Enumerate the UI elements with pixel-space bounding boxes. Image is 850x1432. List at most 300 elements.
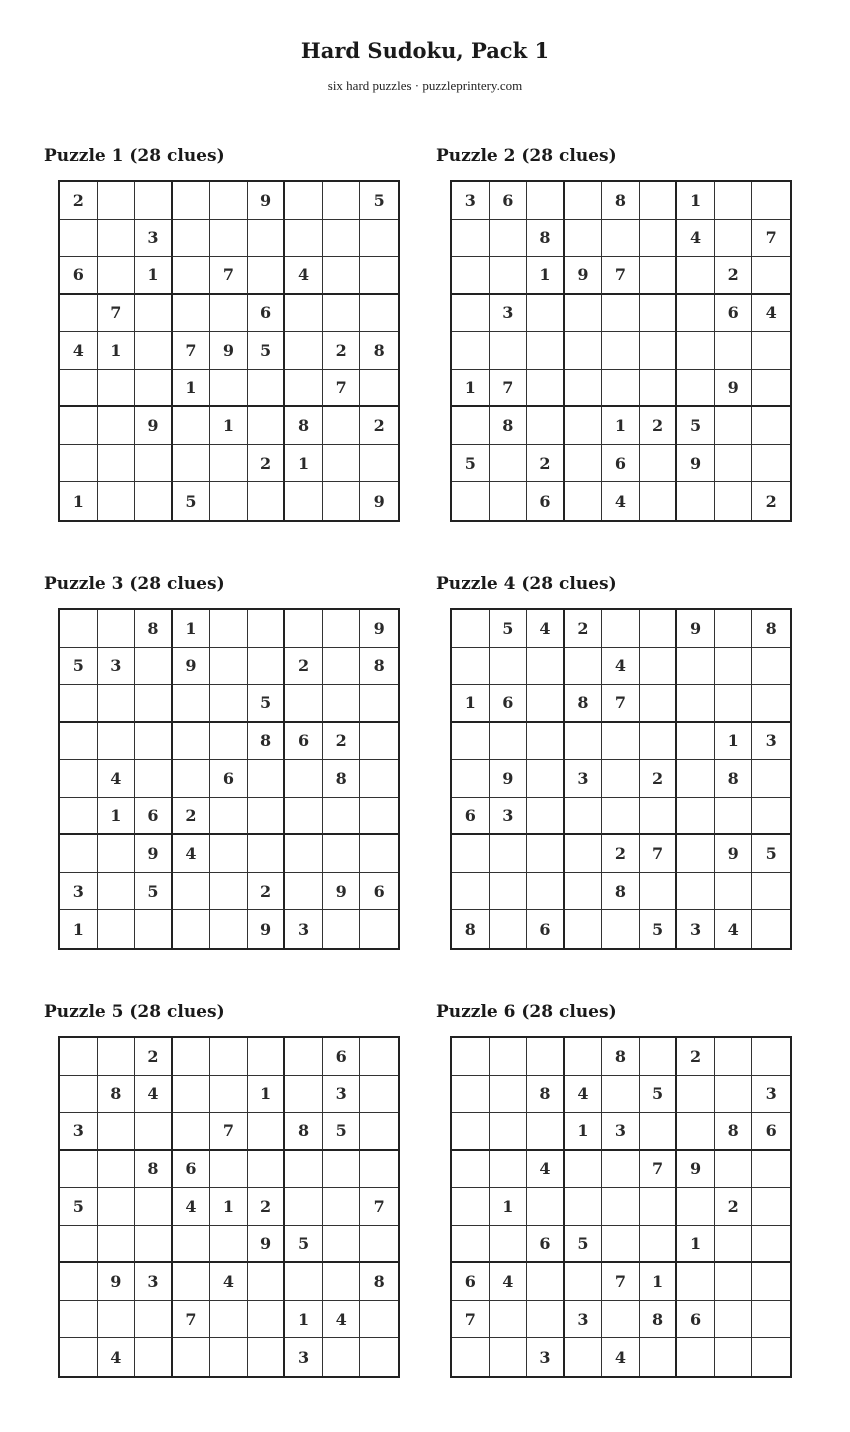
sudoku-cell bbox=[98, 407, 136, 445]
sudoku-cell: 5 bbox=[135, 873, 173, 911]
sudoku-cell bbox=[210, 873, 248, 911]
sudoku-cell: 5 bbox=[752, 835, 790, 873]
puzzle-3 bbox=[44, 572, 404, 952]
sudoku-cell bbox=[98, 835, 136, 873]
sudoku-cell: 6 bbox=[490, 685, 528, 723]
sudoku-cell bbox=[248, 220, 286, 258]
sudoku-cell bbox=[565, 1151, 603, 1189]
sudoku-cell bbox=[323, 257, 361, 295]
sudoku-grid bbox=[450, 608, 792, 950]
sudoku-cell: 9 bbox=[135, 407, 173, 445]
sudoku-cell bbox=[715, 1301, 753, 1339]
sudoku-cell bbox=[752, 760, 790, 798]
sudoku-cell: 1 bbox=[677, 182, 715, 220]
sudoku-cell bbox=[640, 1113, 678, 1151]
sudoku-cell: 2 bbox=[248, 445, 286, 483]
sudoku-cell: 3 bbox=[490, 295, 528, 333]
sudoku-cell bbox=[452, 610, 490, 648]
sudoku-cell bbox=[715, 1038, 753, 1076]
sudoku-cell bbox=[135, 332, 173, 370]
sudoku-cell: 3 bbox=[677, 910, 715, 948]
sudoku-cell bbox=[60, 723, 98, 761]
sudoku-cell: 3 bbox=[565, 1301, 603, 1339]
sudoku-cell: 8 bbox=[360, 332, 398, 370]
puzzle-title: Puzzle 5 (28 clues) bbox=[44, 1002, 225, 1022]
sudoku-cell: 4 bbox=[98, 760, 136, 798]
sudoku-cell: 5 bbox=[490, 610, 528, 648]
sudoku-cell bbox=[60, 1301, 98, 1339]
puzzle-title: Puzzle 6 (28 clues) bbox=[436, 1002, 617, 1022]
sudoku-cell: 7 bbox=[173, 332, 211, 370]
sudoku-cell: 7 bbox=[323, 370, 361, 408]
sudoku-cell bbox=[360, 257, 398, 295]
sudoku-cell bbox=[323, 1188, 361, 1226]
sudoku-cell bbox=[715, 332, 753, 370]
sudoku-cell bbox=[98, 723, 136, 761]
sudoku-cell: 3 bbox=[285, 910, 323, 948]
sudoku-cell bbox=[60, 220, 98, 258]
sudoku-cell bbox=[752, 685, 790, 723]
sudoku-cell bbox=[135, 760, 173, 798]
sudoku-cell bbox=[602, 723, 640, 761]
sudoku-cell bbox=[135, 1226, 173, 1264]
sudoku-cell bbox=[715, 1226, 753, 1264]
sudoku-cell bbox=[602, 760, 640, 798]
sudoku-cell bbox=[135, 1188, 173, 1226]
sudoku-cell: 4 bbox=[752, 295, 790, 333]
sudoku-cell: 8 bbox=[602, 1038, 640, 1076]
sudoku-cell bbox=[677, 873, 715, 911]
sudoku-cell bbox=[285, 220, 323, 258]
puzzle-6 bbox=[436, 1000, 796, 1380]
sudoku-cell: 4 bbox=[173, 1188, 211, 1226]
sudoku-cell bbox=[752, 1188, 790, 1226]
sudoku-cell bbox=[323, 798, 361, 836]
sudoku-cell bbox=[715, 445, 753, 483]
sudoku-cell bbox=[677, 1188, 715, 1226]
sudoku-cell bbox=[323, 1338, 361, 1376]
sudoku-cell bbox=[285, 835, 323, 873]
sudoku-cell bbox=[60, 835, 98, 873]
sudoku-cell: 6 bbox=[173, 1151, 211, 1189]
sudoku-cell: 9 bbox=[677, 1151, 715, 1189]
sudoku-cell bbox=[98, 1038, 136, 1076]
sudoku-cell: 4 bbox=[285, 257, 323, 295]
sudoku-cell: 4 bbox=[602, 1338, 640, 1376]
sudoku-cell bbox=[527, 835, 565, 873]
sudoku-cell bbox=[452, 332, 490, 370]
sudoku-cell bbox=[490, 1226, 528, 1264]
sudoku-cell bbox=[490, 482, 528, 520]
sudoku-cell: 5 bbox=[323, 1113, 361, 1151]
sudoku-grid bbox=[450, 180, 792, 522]
sudoku-cell bbox=[752, 257, 790, 295]
sudoku-cell: 4 bbox=[602, 648, 640, 686]
puzzle-title: Puzzle 3 (28 clues) bbox=[44, 574, 225, 594]
sudoku-cell bbox=[602, 1301, 640, 1339]
sudoku-cell bbox=[323, 685, 361, 723]
sudoku-cell bbox=[173, 407, 211, 445]
sudoku-cell: 8 bbox=[565, 685, 603, 723]
sudoku-cell bbox=[360, 220, 398, 258]
sudoku-cell bbox=[135, 1113, 173, 1151]
sudoku-cell bbox=[565, 220, 603, 258]
sudoku-cell bbox=[248, 407, 286, 445]
sudoku-cell bbox=[60, 685, 98, 723]
sudoku-cell: 3 bbox=[60, 873, 98, 911]
sudoku-cell bbox=[715, 220, 753, 258]
sudoku-cell: 9 bbox=[715, 835, 753, 873]
sudoku-cell bbox=[60, 370, 98, 408]
sudoku-cell bbox=[248, 1263, 286, 1301]
sudoku-cell bbox=[677, 1076, 715, 1114]
sudoku-cell bbox=[640, 798, 678, 836]
sudoku-cell bbox=[135, 182, 173, 220]
sudoku-cell bbox=[752, 182, 790, 220]
sudoku-cell: 1 bbox=[60, 482, 98, 520]
sudoku-cell: 7 bbox=[360, 1188, 398, 1226]
sudoku-cell bbox=[640, 295, 678, 333]
sudoku-cell: 6 bbox=[323, 1038, 361, 1076]
sudoku-cell: 1 bbox=[490, 1188, 528, 1226]
sudoku-cell bbox=[98, 445, 136, 483]
sudoku-cell: 7 bbox=[98, 295, 136, 333]
sudoku-cell: 1 bbox=[452, 685, 490, 723]
sudoku-cell: 5 bbox=[248, 332, 286, 370]
sudoku-cell: 7 bbox=[602, 685, 640, 723]
sudoku-grid bbox=[450, 1036, 792, 1378]
sudoku-cell: 2 bbox=[715, 257, 753, 295]
sudoku-cell bbox=[210, 685, 248, 723]
sudoku-cell: 8 bbox=[640, 1301, 678, 1339]
sudoku-cell bbox=[285, 1263, 323, 1301]
sudoku-cell: 6 bbox=[677, 1301, 715, 1339]
sudoku-cell bbox=[323, 220, 361, 258]
sudoku-cell bbox=[715, 1338, 753, 1376]
sudoku-cell: 1 bbox=[173, 610, 211, 648]
sudoku-cell: 1 bbox=[452, 370, 490, 408]
sudoku-cell bbox=[452, 257, 490, 295]
sudoku-cell bbox=[135, 445, 173, 483]
sudoku-cell bbox=[527, 407, 565, 445]
sudoku-cell bbox=[565, 1263, 603, 1301]
sudoku-cell bbox=[98, 1226, 136, 1264]
sudoku-cell bbox=[640, 332, 678, 370]
sudoku-cell bbox=[452, 723, 490, 761]
sudoku-cell: 7 bbox=[602, 257, 640, 295]
sudoku-cell: 8 bbox=[135, 610, 173, 648]
sudoku-cell bbox=[490, 723, 528, 761]
sudoku-cell bbox=[452, 1188, 490, 1226]
sudoku-cell: 2 bbox=[135, 1038, 173, 1076]
sudoku-cell bbox=[452, 1226, 490, 1264]
sudoku-cell bbox=[210, 648, 248, 686]
sudoku-cell bbox=[60, 798, 98, 836]
sudoku-cell bbox=[752, 1301, 790, 1339]
sudoku-cell: 3 bbox=[752, 723, 790, 761]
sudoku-cell bbox=[248, 482, 286, 520]
sudoku-cell bbox=[173, 1338, 211, 1376]
sudoku-cell bbox=[640, 182, 678, 220]
sudoku-cell bbox=[565, 332, 603, 370]
sudoku-cell bbox=[565, 1038, 603, 1076]
sudoku-cell bbox=[98, 873, 136, 911]
sudoku-cell: 1 bbox=[602, 407, 640, 445]
sudoku-cell bbox=[210, 370, 248, 408]
sudoku-cell bbox=[602, 910, 640, 948]
sudoku-cell: 8 bbox=[602, 182, 640, 220]
sudoku-cell bbox=[752, 910, 790, 948]
sudoku-cell: 1 bbox=[640, 1263, 678, 1301]
sudoku-cell: 6 bbox=[135, 798, 173, 836]
sudoku-cell bbox=[752, 798, 790, 836]
sudoku-cell bbox=[602, 1151, 640, 1189]
sudoku-cell bbox=[527, 685, 565, 723]
sudoku-cell: 4 bbox=[565, 1076, 603, 1114]
sudoku-cell bbox=[452, 1151, 490, 1189]
sudoku-cell bbox=[452, 873, 490, 911]
sudoku-cell bbox=[527, 723, 565, 761]
sudoku-cell: 2 bbox=[323, 332, 361, 370]
sudoku-cell bbox=[98, 182, 136, 220]
sudoku-cell: 1 bbox=[60, 910, 98, 948]
sudoku-cell bbox=[285, 295, 323, 333]
sudoku-cell bbox=[173, 873, 211, 911]
sudoku-cell bbox=[752, 1038, 790, 1076]
sudoku-cell bbox=[640, 648, 678, 686]
sudoku-cell bbox=[715, 610, 753, 648]
sudoku-cell bbox=[323, 295, 361, 333]
sudoku-cell bbox=[452, 220, 490, 258]
sudoku-cell: 4 bbox=[60, 332, 98, 370]
sudoku-cell: 9 bbox=[677, 610, 715, 648]
sudoku-cell bbox=[173, 220, 211, 258]
sudoku-cell bbox=[98, 910, 136, 948]
sudoku-cell: 8 bbox=[752, 610, 790, 648]
sudoku-cell bbox=[715, 407, 753, 445]
sudoku-cell bbox=[360, 723, 398, 761]
sudoku-cell bbox=[285, 760, 323, 798]
sudoku-cell: 4 bbox=[527, 610, 565, 648]
sudoku-cell bbox=[602, 1226, 640, 1264]
sudoku-cell bbox=[285, 370, 323, 408]
sudoku-cell bbox=[715, 182, 753, 220]
sudoku-cell: 3 bbox=[135, 220, 173, 258]
sudoku-cell bbox=[60, 445, 98, 483]
sudoku-cell: 5 bbox=[677, 407, 715, 445]
sudoku-cell: 4 bbox=[173, 835, 211, 873]
sudoku-cell bbox=[677, 332, 715, 370]
sudoku-cell bbox=[98, 1151, 136, 1189]
sudoku-cell bbox=[323, 407, 361, 445]
sudoku-cell: 8 bbox=[248, 723, 286, 761]
sudoku-cell bbox=[677, 295, 715, 333]
sudoku-cell bbox=[210, 1338, 248, 1376]
sudoku-cell bbox=[565, 798, 603, 836]
sudoku-cell bbox=[60, 610, 98, 648]
sudoku-cell: 4 bbox=[210, 1263, 248, 1301]
sudoku-cell bbox=[490, 873, 528, 911]
sudoku-cell bbox=[135, 482, 173, 520]
sudoku-cell bbox=[490, 1076, 528, 1114]
sudoku-cell bbox=[285, 873, 323, 911]
sudoku-cell: 8 bbox=[452, 910, 490, 948]
sudoku-cell bbox=[360, 1338, 398, 1376]
sudoku-cell bbox=[677, 835, 715, 873]
sudoku-cell: 9 bbox=[565, 257, 603, 295]
sudoku-cell: 3 bbox=[602, 1113, 640, 1151]
sudoku-cell bbox=[640, 257, 678, 295]
sudoku-cell bbox=[565, 723, 603, 761]
sudoku-cell: 7 bbox=[210, 1113, 248, 1151]
sudoku-cell: 9 bbox=[135, 835, 173, 873]
sudoku-cell bbox=[98, 220, 136, 258]
sudoku-cell bbox=[248, 760, 286, 798]
sudoku-cell bbox=[60, 760, 98, 798]
sudoku-cell bbox=[285, 1188, 323, 1226]
sudoku-cell: 1 bbox=[285, 1301, 323, 1339]
sudoku-cell: 2 bbox=[173, 798, 211, 836]
sudoku-cell bbox=[210, 182, 248, 220]
sudoku-cell bbox=[527, 1263, 565, 1301]
sudoku-cell bbox=[248, 648, 286, 686]
sudoku-cell bbox=[490, 910, 528, 948]
sudoku-cell bbox=[173, 1038, 211, 1076]
sudoku-cell: 4 bbox=[98, 1338, 136, 1376]
sudoku-cell: 7 bbox=[640, 835, 678, 873]
sudoku-cell bbox=[715, 798, 753, 836]
sudoku-cell bbox=[98, 257, 136, 295]
sudoku-cell: 5 bbox=[60, 1188, 98, 1226]
sudoku-cell: 2 bbox=[765, 491, 777, 511]
sudoku-cell: 7 bbox=[173, 1301, 211, 1339]
sudoku-cell: 1 bbox=[98, 798, 136, 836]
sudoku-cell: 8 bbox=[715, 1113, 753, 1151]
sudoku-cell bbox=[565, 182, 603, 220]
sudoku-cell: 4 bbox=[715, 910, 753, 948]
sudoku-cell bbox=[677, 798, 715, 836]
sudoku-cell bbox=[173, 1263, 211, 1301]
sudoku-cell: 4 bbox=[490, 1263, 528, 1301]
sudoku-cell bbox=[752, 407, 790, 445]
sudoku-cell bbox=[98, 685, 136, 723]
sudoku-cell bbox=[452, 1038, 490, 1076]
sudoku-grid bbox=[58, 180, 400, 522]
sudoku-cell bbox=[248, 798, 286, 836]
sudoku-cell: 8 bbox=[98, 1076, 136, 1114]
sudoku-cell bbox=[715, 1076, 753, 1114]
sudoku-cell bbox=[60, 295, 98, 333]
sudoku-cell: 9 bbox=[490, 760, 528, 798]
sudoku-cell bbox=[640, 723, 678, 761]
sudoku-cell: 3 bbox=[490, 798, 528, 836]
sudoku-cell: 1 bbox=[210, 407, 248, 445]
sudoku-cell bbox=[602, 220, 640, 258]
sudoku-cell: 3 bbox=[323, 1076, 361, 1114]
sudoku-cell: 5 bbox=[248, 685, 286, 723]
sudoku-cell bbox=[360, 910, 398, 948]
sudoku-cell bbox=[452, 1076, 490, 1114]
sudoku-cell bbox=[565, 1188, 603, 1226]
sudoku-cell bbox=[602, 610, 640, 648]
sudoku-cell bbox=[452, 1113, 490, 1151]
sudoku-cell: 7 bbox=[210, 257, 248, 295]
sudoku-cell bbox=[715, 1151, 753, 1189]
sudoku-cell: 9 bbox=[715, 370, 753, 408]
sudoku-cell bbox=[135, 648, 173, 686]
sudoku-cell bbox=[490, 1038, 528, 1076]
sudoku-cell bbox=[285, 610, 323, 648]
sudoku-cell: 2 bbox=[527, 445, 565, 483]
sudoku-cell bbox=[173, 1226, 211, 1264]
sudoku-cell bbox=[490, 445, 528, 483]
sudoku-cell bbox=[98, 370, 136, 408]
sudoku-cell bbox=[248, 610, 286, 648]
sudoku-cell: 3 bbox=[565, 760, 603, 798]
sudoku-cell bbox=[173, 723, 211, 761]
sudoku-cell bbox=[210, 1151, 248, 1189]
sudoku-cell: 2 bbox=[565, 610, 603, 648]
sudoku-cell bbox=[210, 610, 248, 648]
sudoku-cell bbox=[60, 407, 98, 445]
sudoku-cell: 7 bbox=[602, 1263, 640, 1301]
sudoku-cell bbox=[210, 1038, 248, 1076]
sudoku-cell bbox=[360, 1076, 398, 1114]
sudoku-cell bbox=[248, 1301, 286, 1339]
sudoku-cell bbox=[360, 295, 398, 333]
sudoku-cell bbox=[323, 182, 361, 220]
sudoku-cell bbox=[640, 482, 678, 520]
sudoku-cell bbox=[490, 332, 528, 370]
sudoku-cell bbox=[640, 1338, 678, 1376]
sudoku-cell bbox=[98, 610, 136, 648]
sudoku-cell bbox=[360, 1301, 398, 1339]
sudoku-cell bbox=[715, 648, 753, 686]
sudoku-cell: 1 bbox=[565, 1113, 603, 1151]
sudoku-cell: 8 bbox=[360, 648, 398, 686]
sudoku-cell bbox=[248, 1338, 286, 1376]
sudoku-cell bbox=[173, 257, 211, 295]
sudoku-cell: 6 bbox=[527, 1226, 565, 1264]
sudoku-cell bbox=[527, 370, 565, 408]
sudoku-cell bbox=[565, 407, 603, 445]
sudoku-cell bbox=[490, 257, 528, 295]
sudoku-cell bbox=[323, 648, 361, 686]
sudoku-cell bbox=[98, 1188, 136, 1226]
sudoku-cell bbox=[602, 332, 640, 370]
sudoku-cell bbox=[677, 1263, 715, 1301]
sudoku-cell: 2 bbox=[360, 407, 398, 445]
sudoku-cell: 3 bbox=[60, 1113, 98, 1151]
sudoku-cell bbox=[173, 910, 211, 948]
sudoku-cell bbox=[135, 1338, 173, 1376]
sudoku-cell bbox=[490, 835, 528, 873]
sudoku-cell bbox=[752, 873, 790, 911]
sudoku-cell: 2 bbox=[677, 1038, 715, 1076]
sudoku-cell: 4 bbox=[602, 482, 640, 520]
sudoku-cell bbox=[360, 760, 398, 798]
sudoku-cell: 6 bbox=[360, 873, 398, 911]
sudoku-cell: 6 bbox=[527, 910, 565, 948]
sudoku-cell: 4 bbox=[323, 1301, 361, 1339]
sudoku-cell bbox=[715, 873, 753, 911]
sudoku-grid bbox=[58, 1036, 400, 1378]
sudoku-cell bbox=[360, 685, 398, 723]
sudoku-cell bbox=[677, 723, 715, 761]
sudoku-cell bbox=[285, 1038, 323, 1076]
sudoku-cell bbox=[60, 1263, 98, 1301]
sudoku-cell bbox=[527, 648, 565, 686]
